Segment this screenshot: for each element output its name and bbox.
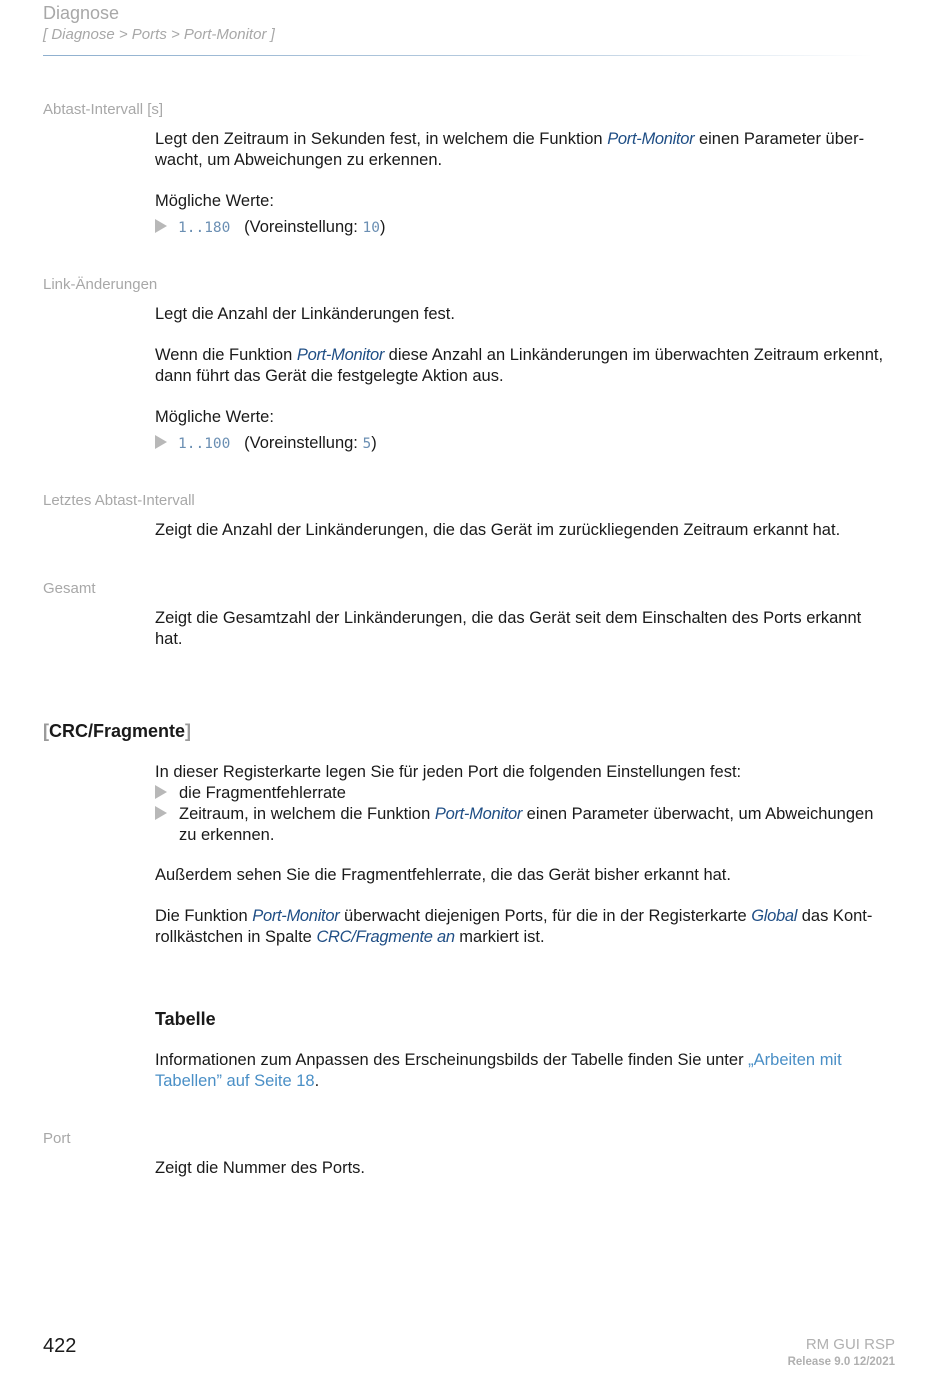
link-range-item: 1..100 (Voreinstellung: 5) [155,433,377,455]
function-name: Port-Monitor [607,130,695,148]
link-values-label: Mögliche Werte: [155,408,274,426]
param-label-gesamt: Gesamt [43,580,96,597]
param-label-letztes: Letztes Abtast-Intervall [43,492,195,509]
param-label-link: Link-Änderungen [43,276,158,293]
tab-name: Global [751,907,798,925]
section-intro: In dieser Registerkarte legen Sie für jeden Port die folgenden Einstellungen fest: [155,763,742,781]
bullet-triangle-icon [155,435,167,449]
abtast-description: Legt den Zeitraum in Sekunden fest, in welchem die Funktion Port-Monitor einen Parameter über- wacht, um Abweichungen zu erkennen. [155,130,865,169]
bullet-triangle-icon [155,806,167,820]
function-name: Port-Monitor [434,805,523,823]
abtast-range-item: 1..180 (Voreinstellung: 10) [155,217,385,239]
bullet-triangle-icon [155,219,167,233]
bullet-triangle-icon [155,785,167,799]
param-label-abtast: Abtast-Intervall [s] [43,101,164,118]
function-name: Port-Monitor [296,346,385,364]
list-item: die Fragmentfehlerrate [155,783,900,804]
function-name: Port-Monitor [252,907,340,925]
section-paragraph-3: Die Funktion Port-Monitor überwacht diejenigen Ports, für die in der Registerkarte Global das Kont- rollkästchen in Spalte CRC/Fragmente an markiert ist. [155,907,873,946]
header-divider [43,55,873,56]
section-paragraph: Außerdem sehen Sie die Fragmentfehlerrate, die das Gerät bisher erkannt hat. [155,866,731,884]
subsection-title: Tabelle [155,1009,216,1029]
breadcrumb: [ Diagnose > Ports > Port-Monitor ] [43,26,275,43]
footer-release: Release 9.0 12/2021 [787,1356,895,1368]
page-number: 422 [43,1335,77,1357]
port-description: Zeigt die Nummer des Ports. [155,1159,365,1177]
table-info: Informationen zum Anpassen des Erscheinungsbilds der Tabelle finden Sie unter „Arbeiten mit Tabellen” auf Seite 18. [155,1051,842,1090]
letztes-description: Zeigt die Anzahl der Linkänderungen, die das Gerät im zurückliegenden Zeitraum erkannt hat. [155,521,841,539]
section-title: [CRC/Fragmente] [43,721,192,741]
list-item: Zeitraum, in welchem die Funktion Port-Monitor einen Parameter überwacht, um Abweichungen zu erkennen. [155,804,900,846]
link-description: Legt die Anzahl der Linkänderungen fest. [155,305,455,323]
cross-reference-link[interactable]: „Arbeiten mit Tabellen” auf Seite 18 [155,1051,842,1090]
column-name: CRC/Fragmente an [316,928,455,946]
param-label-port: Port [43,1130,71,1147]
gesamt-description: Zeigt die Gesamtzahl der Linkänderungen, die das Gerät seit dem Einschalten des Ports erkannt hat. [155,609,862,648]
footer-product: RM GUI RSP [805,1336,895,1353]
abtast-values-label: Mögliche Werte: [155,192,274,210]
link-description-2: Wenn die Funktion Port-Monitor diese Anzahl an Linkänderungen im überwachten Zeitraum erkennt, dann führt das Gerät die festgelegte Aktion aus. [155,346,884,385]
header-title: Diagnose [43,3,120,23]
